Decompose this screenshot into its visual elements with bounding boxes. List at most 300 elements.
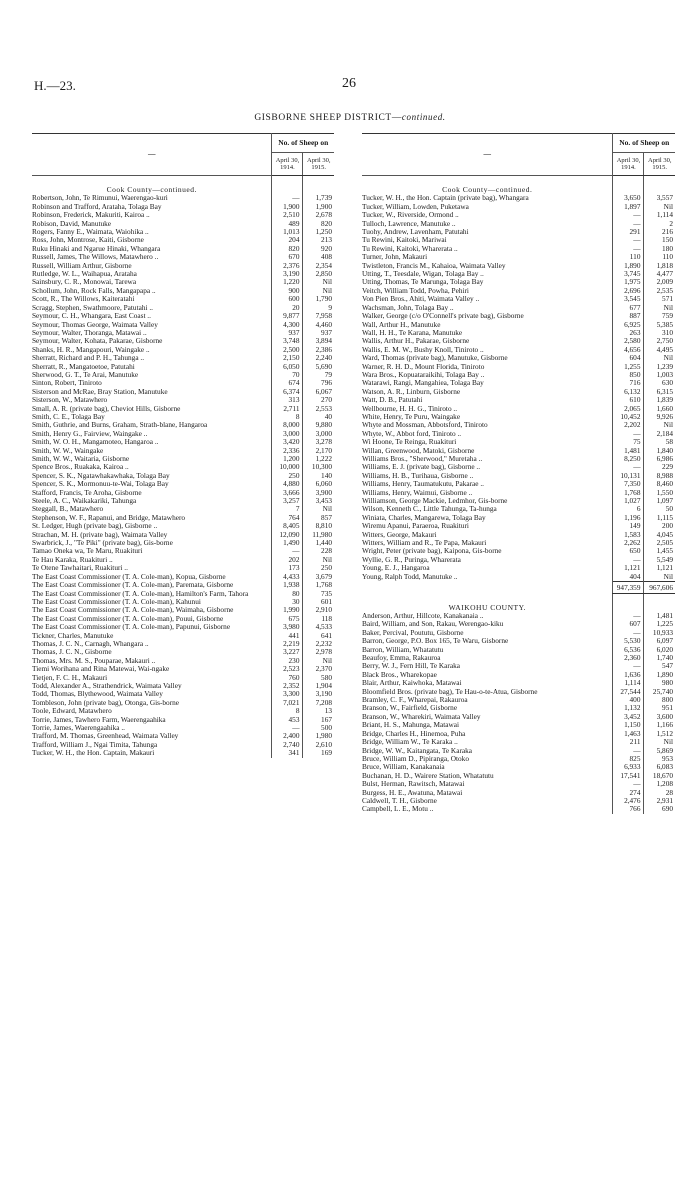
owner-name: Wilson, Kenneth C., Little Tahunga, Ta-hunga [362,504,497,514]
sheep-1914: 3,650 [613,194,644,202]
owner-name: Witters, William and R., Te Papa, Makauri [362,538,487,548]
sheep-1914: 2,510 [272,211,303,219]
owner-name: Torrie, James, Tawhero Farm, Waerengaahika [32,714,166,724]
sheep-1915: 408 [303,253,334,261]
sheep-1914: 3,745 [613,270,644,278]
sheep-1915: 11,980 [303,531,334,539]
sheep-1915: 800 [644,696,675,704]
sheep-1914: 7,350 [613,480,644,488]
sheep-1915: 8,810 [303,522,334,530]
right-table-body [362,176,675,814]
sheep-1915: Nil [644,573,675,582]
sheep-1914: 3,420 [272,438,303,446]
sheep-1915: 1,003 [644,371,675,379]
owner-name: Watt, D. B., Patutahi [362,395,423,405]
owner-name: Tucker, W. H., the Hon. Captain, Makauri [32,748,155,758]
sheep-1914: 1,900 [272,203,303,211]
sheep-1915: 601 [303,598,334,606]
sheep-1914: — [613,236,644,244]
sheep-1915: 79 [303,371,334,379]
sheep-1914: 400 [613,696,644,704]
sheep-1914: — [613,662,644,670]
owner-name: Barron, William, Whatatutu [362,644,444,654]
sheep-1915: Nil [303,657,334,665]
sheep-1914: 2,400 [272,732,303,740]
table-row [362,573,675,582]
sheep-1914: 1,220 [272,278,303,286]
owner-name: Tucker, W. H., the Hon. Captain (private bag), Whangara [362,193,529,203]
sheep-1914: 1,150 [613,721,644,729]
owner-name: Whyte, W., Abbot ford, Tiniroto .. [362,428,462,438]
sheep-1914: 677 [613,304,644,312]
sheep-1915: 1,250 [303,228,334,236]
owner-name: Wara Bros., Kopuataraikihi, Tolaga Bay .. [362,369,485,379]
sheep-1914: 760 [272,674,303,682]
sheep-1914: 4,880 [272,480,303,488]
owner-name: Smith, C. E., Tolaga Bay [32,411,105,421]
left-column [32,133,334,758]
sheep-1915: Nil [644,203,675,211]
sheep-1915: 250 [303,564,334,572]
sheep-1915: 2,610 [303,741,334,749]
sheep-1914: 610 [613,396,644,404]
sheep-1914: 6,536 [613,646,644,654]
sheep-1915: 7,958 [303,312,334,320]
sheep-1914: — [613,245,644,253]
sheep-1914: 7 [272,505,303,513]
sheep-1914: 607 [613,620,644,628]
sheep-1914: 850 [613,371,644,379]
sheep-1914: 30 [272,598,303,606]
sheep-1915: 735 [303,590,334,598]
county-heading: Cook County—continued. [442,185,533,194]
sheep-1914: 3,545 [613,295,644,303]
owner-name: Swarbrick, J., "Te Piki" (private bag), Gis-borne [32,538,173,548]
county-total-row [362,582,675,594]
sheep-1915: 1,768 [303,581,334,589]
owner-name: Williams, H. B., Turihaua, Gisborne .. [362,470,474,480]
owner-name: Utting, Thomas, Te Marunga, Tolaga Bay [362,277,484,287]
sheep-1914: 2,202 [613,421,644,429]
sheep-1915: 3,900 [303,489,334,497]
sheep-1914: 10,131 [613,472,644,480]
owner-name: Bridge, W. W., Kaitangata, Te Karaka [362,745,472,755]
sheep-1914: 211 [613,738,644,746]
sheep-1915: 857 [303,514,334,522]
sheep-1914: 441 [272,632,303,640]
sheep-1915: 4,460 [303,321,334,329]
sheep-1915: 6,067 [303,388,334,396]
owner-name: Wright, Peter (private bag), Kaipona, Gis-borne [362,546,502,556]
sheep-1914: 291 [613,228,644,236]
owner-name: Smith, W. O. H., Mangamoteo, Hangaroa .. [32,437,159,447]
sheep-1915: 228 [303,547,334,555]
owner-name: Te Hau Karaka, Ruakituri .. [32,554,113,564]
owner-name: Buchanan, H. D., Wairere Station, Whatatutu [362,770,494,780]
sheep-1915: 2,750 [644,337,675,345]
sheep-1915: 1,222 [303,455,334,463]
sheep-1915: 1,840 [644,447,675,455]
owner-name: Bruce, William D., Pipiranga, Otoko [362,753,469,763]
sheep-1915: 8,460 [644,480,675,488]
sheep-1915: 1,839 [644,396,675,404]
sheep-1915: 50 [644,505,675,513]
sheep-1915: 2,370 [303,665,334,673]
owner-name: Ross, John, Montrose, Kaiti, Gisborne [32,235,144,245]
sheep-1915: 28 [644,789,675,797]
sheep-1915: 2,553 [303,405,334,413]
owner-name: Whyte and Mossman, Abbotsford, Tiniroto [362,420,488,430]
sheep-1915: 690 [644,805,675,813]
owner-name: The East Coast Commissioner (T. A. Cole-man), Pouui, Gisborne [32,613,224,623]
sheep-1914: 937 [272,329,303,337]
owner-name: Todd, Thomas, Blythewood, Waimata Valley [32,689,163,699]
sheep-1915: 229 [644,463,675,471]
sheep-1914: 1,897 [613,203,644,211]
sheep-1914: 4,433 [272,573,303,581]
sheep-1915: 2,170 [303,447,334,455]
owner-name: Young, Ralph Todd, Manutuke .. [362,572,458,582]
owner-name: Robertson, John, Te Rimunui, Waerengao-kuri [32,193,168,203]
sheep-1914: 2,476 [613,797,644,805]
sheep-1914: 764 [272,514,303,522]
sheep-1914: — [272,547,303,555]
sheep-1915: 5,549 [644,556,675,564]
owner-name: Branson, W., Fairfield, Gisborne [362,703,458,713]
sheep-1914: 2,360 [613,654,644,662]
sheep-1915: 6,060 [303,480,334,488]
sheep-1915: 2,850 [303,270,334,278]
col-1914-header: April 30, 1914. [272,153,303,176]
owner-name: Bramley, C. F., Wharepai, Rakauroa [362,695,468,705]
owner-name: Stafford, Francis, Te Aroha, Gisborne [32,487,142,497]
sheep-1914: 2,500 [272,346,303,354]
owner-name: Bloomfield Bros. (private bag), Te Hau-o-te-Atua, Gisborne [362,686,538,696]
sheep-1914: 263 [613,329,644,337]
owner-name: Shanks, H. R., Mangapouri, Waingake .. [32,344,150,354]
owner-name: Rutledge, W. L., Waihapua, Arataha [32,269,137,279]
title-continued: continued. [401,112,446,122]
sheep-count-header: No. of Sheep on [613,134,675,153]
owner-name: Caldwell, T. H., Gisborne [362,795,437,805]
sheep-1915: 13 [303,707,334,715]
owner-name: The East Coast Commissioner (T. A. Cole-man), Kopua, Gisborne [32,571,226,581]
sheep-1915: Nil [303,505,334,513]
owner-name: Winiata, Charles, Mangarewa, Tolaga Bay [362,512,486,522]
owner-name: The East Coast Commissioner (T. A. Cole-man), Papunui, Gisborne [32,622,231,632]
sheep-1914: 1,990 [272,606,303,614]
sheep-1914: 1,768 [613,489,644,497]
owner-name: Briant, H. S., Mahunga, Matawai [362,720,460,730]
sheep-1915: Nil [303,287,334,295]
sheep-1914: 604 [613,354,644,362]
sheep-1914: 3,666 [272,489,303,497]
left-table-body [32,176,334,758]
sheep-1914: 2,065 [613,405,644,413]
sheep-1914: 1,890 [613,262,644,270]
sheep-1914: 1,636 [613,671,644,679]
owner-name: Witters, George, Makauri [362,529,437,539]
sheep-1915: 2,184 [644,430,675,438]
sheep-1914: 4,300 [272,321,303,329]
sheep-1915: Nil [644,738,675,746]
total-1914: 947,359 [613,582,644,594]
owner-name: White, Henry, Te Puru, Waingake [362,411,461,421]
owner-name: Blair, Arthur, Kaiwhoka, Matawai [362,678,462,688]
county-heading-row [362,594,675,612]
sheep-1914: 670 [272,253,303,261]
sheep-1915: 18,670 [644,772,675,780]
owner-name: Scragg, Stephen, Swathmoore, Patutahi .. [32,302,153,312]
owner-name: The East Coast Commissioner (T. A. Cole-man), Paremata, Gisborne [32,580,234,590]
sheep-1915: 40 [303,413,334,421]
sheep-1914: 2,696 [613,287,644,295]
owner-name: Tuohy, Andrew, Lavenham, Patutahi [362,227,469,237]
owner-name: Te Otene Tawhaitari, Ruakituri .. [32,563,128,573]
sheep-1915: 9,880 [303,421,334,429]
owner-name: Tombleson, John (private bag), Otonga, Gis-borne [32,697,180,707]
owner-name: Schollum, John, Rock Falls, Mangapapa .. [32,285,156,295]
owner-name: Von Pien Bros., Ahiti, Waimata Valley .. [362,294,480,304]
sheep-1914: 1,463 [613,730,644,738]
owner-name: Veitch, William Todd, Powha, Pehiri [362,285,469,295]
sheep-1915: 3,894 [303,337,334,345]
sheep-1914: 1,027 [613,497,644,505]
owner-name: Steggall, B., Matawhero [32,504,104,514]
owner-name: Smith, W. W., Waitaria, Gisborne [32,454,130,463]
owner-name: Spence Bros., Ruakaka, Kairoa .. [32,462,129,472]
owner-name: Bulst, Herman, Rawitsch, Matawai [362,779,465,789]
owner-name: Spencer, S. K., Ngatawhakawhaka, Tolaga Bay [32,470,170,480]
sheep-1914: — [613,220,644,228]
sheep-1915: Nil [303,556,334,564]
sheep-1915: 150 [644,236,675,244]
sheep-1914: — [613,747,644,755]
sheep-1914: 674 [272,379,303,387]
owner-name: Baker, Percival, Poututu, Gisborne [362,627,464,637]
name-column-header: — [362,134,613,176]
owner-name: Thomas, J. C. N., Gisborne [32,647,112,657]
col-1915-header: April 30, 1915. [303,153,334,176]
sheep-1915: 9 [303,304,334,312]
sheep-1914: 766 [613,805,644,813]
sheep-1915: 1,980 [303,732,334,740]
sheep-1914: 2,711 [272,405,303,413]
sheep-1915: 5,385 [644,321,675,329]
owner-name: The East Coast Commissioner (T. A. Cole-man), Waimaha, Gisborne [32,605,234,615]
sheep-1915: 980 [644,679,675,687]
owner-name: Berry, W. J., Fern Hill, Te Karaka [362,661,460,671]
sheep-1915: Nil [644,304,675,312]
sheep-1914: 202 [272,556,303,564]
sheep-1915: 110 [644,253,675,261]
sheep-1915: Nil [644,421,675,429]
sheep-1915: 2,354 [303,262,334,270]
total-label [362,582,613,594]
sheep-1915: 1,208 [644,780,675,788]
sheep-1914: 1,481 [613,447,644,455]
sheep-1914: 1,975 [613,278,644,286]
sheep-1915: 1,660 [644,405,675,413]
sheep-1915: 1,790 [303,295,334,303]
owner-name: Sisterson, W., Matawhero [32,395,108,405]
sheep-1914: — [272,724,303,732]
sheep-1915: 1,512 [644,730,675,738]
sheep-1915: 6,315 [644,388,675,396]
sheep-1914: — [613,556,644,564]
sheep-1914: 1,114 [613,679,644,687]
sheep-1914: 1,132 [613,704,644,712]
owner-name: Steele, A. C., Waikakariki, Tahunga [32,496,137,506]
owner-name: Seymour, C. H., Whangara, East Coast .. [32,311,151,321]
sheep-1914: 27,544 [613,688,644,696]
sheep-1915: 937 [303,329,334,337]
owner-name: Smith, Guthrie, and Burns, Graham, Strath-blane, Hangaroa [32,420,208,430]
sheep-1914: 2,740 [272,741,303,749]
sheep-1914: 650 [613,547,644,555]
right-column [362,133,675,814]
sheep-1914: 8,000 [272,421,303,429]
sheep-1914: 12,090 [272,531,303,539]
sheep-1914: 3,227 [272,648,303,656]
owner-name: Tulloch, Lawrence, Manutuke .. [362,218,456,228]
owner-name: Williams, E. J. (private bag), Gisborne .. [362,462,481,472]
owner-name: Willan, Greenwood, Matoki, Gisborne [362,445,475,455]
sheep-1915: 951 [644,704,675,712]
owner-name: Wiremu Apanui, Paraeroa, Ruakituri [362,521,469,531]
sheep-1915: 4,533 [303,623,334,631]
owner-name: Anderson, Arthur, Hillcote, Kanakanaia .. [362,611,484,620]
owner-name: Branson, W., Wharekiri, Waimata Valley [362,711,481,721]
sheep-1915: 4,477 [644,270,675,278]
sheep-1914: — [613,629,644,637]
sheep-1915: 216 [644,228,675,236]
owner-name: Walker, George (c/o O'Connell's private bag), Gisborne [362,311,524,321]
sheep-1914: 900 [272,287,303,295]
sheep-1915: 140 [303,472,334,480]
sheep-1915: 630 [644,379,675,387]
sheep-1915: 920 [303,245,334,253]
owner-name: Tietjen, F. C. H., Makauri [32,672,108,682]
sheep-1915: 213 [303,236,334,244]
owner-name: Williamson, George Mackie, Ledmhor, Gis-borne [362,496,508,506]
sheep-1914: 20 [272,304,303,312]
owner-name: Scott, R., The Willows, Kaiteratahi [32,294,135,304]
sheep-1915: 2,678 [303,211,334,219]
sheep-1915: 1,121 [644,564,675,572]
name-column-header: — [32,134,272,176]
owner-name: Smith, Henry G., Fairview, Waingake .. [32,428,148,438]
sheep-1915: 9,926 [644,413,675,421]
sheep-1914: 489 [272,220,303,228]
owner-name: Bruce, William, Kanakanaia [362,762,445,772]
sheep-1915: 1,550 [644,489,675,497]
sheep-1915: 953 [644,755,675,763]
sheep-1915: 3,679 [303,573,334,581]
sheep-1914: 5,530 [613,637,644,645]
owner-name: Thomas, Mrs. M. S., Pouparae, Makauri .. [32,655,156,665]
owner-name: Robison, David, Manutuke [32,218,112,228]
right-sheep-table [362,133,675,814]
sheep-1915: Nil [303,278,334,286]
owner-name: Rogers, Fanny E., Waimata, Waiohika .. [32,227,149,237]
owner-name: Baird, William, and Son, Rakau, Werengao-kiku [362,619,504,629]
sheep-1915: 200 [644,522,675,530]
left-sheep-table [32,133,334,758]
sheep-1914: 1,121 [613,564,644,572]
owner-name: Tiemi Worihana and Rina Matewai, Wai-ngake [32,664,170,674]
total-1915: 967,606 [644,582,675,594]
title-main: GISBORNE SHEEP DISTRICT— [254,113,402,123]
sheep-1914: 3,000 [272,430,303,438]
sheep-1914: 17,541 [613,772,644,780]
owner-name: Watson, A. R., Linburn, Gisborne [362,386,461,396]
sheep-1915: 1,739 [303,194,334,202]
owner-name: Wall, H. H., Te Karana, Manutuke [362,327,463,337]
sheep-1914: — [613,612,644,620]
sheep-1915: 3,557 [644,194,675,202]
sheep-1914: 6,933 [613,763,644,771]
sheep-1915: 58 [644,438,675,446]
sheep-1915: 5,869 [644,747,675,755]
page-title [0,112,700,123]
owner-name: Black Bros., Wharekopae [362,669,437,679]
sheep-1915: 2,009 [644,278,675,286]
sheep-1914: 149 [613,522,644,530]
sheep-1915: 310 [644,329,675,337]
sheep-1914: 3,257 [272,497,303,505]
owner-name: Tu Rewini, Kaitoki, Wharerata .. [362,243,458,253]
owner-name: Beaufoy, Emma, Rakauroa [362,653,441,663]
owner-name: Seymour, Walter, Kohata, Pakarae, Gisborne [32,336,163,346]
sheep-1915: 1,115 [644,514,675,522]
sheep-1914: 230 [272,657,303,665]
sheep-1915: 3,000 [303,430,334,438]
sheep-1915: 1,114 [644,211,675,219]
owner-name: Wallis, E. M. W., Bushy Knoll, Tiniroto .. [362,344,484,354]
owner-name: Sherratt, Richard and P. H., Tahunga .. [32,353,145,363]
owner-name: Tucker, W., Riverside, Ormond .. [362,210,459,220]
sheep-1914: 2,262 [613,539,644,547]
sheep-1915: 1,166 [644,721,675,729]
col-1915-header: April 30, 1915. [644,153,675,176]
owner-name: Warner, R. H. D., Mount Florida, Tiniroto [362,361,485,371]
sheep-1914: 887 [613,312,644,320]
sheep-1915: 1,740 [644,654,675,662]
sheep-1914: 6,050 [272,363,303,371]
owner-name: Russell, William Arthur, Gisborne [32,260,132,270]
owner-name: Burgess, H. E., Awatuna, Matawai [362,787,463,797]
sheep-1915: 2,240 [303,354,334,362]
sheep-1914: 70 [272,371,303,379]
sheep-1915: 3,190 [303,690,334,698]
sheep-1914: 2,336 [272,447,303,455]
sheep-1915: 3,600 [644,713,675,721]
sheep-1914: 6,374 [272,388,303,396]
owner-name: Turner, John, Makauri [362,252,428,262]
sheep-count-header: No. of Sheep on [272,134,334,153]
sheep-1914: 1,938 [272,581,303,589]
sheep-1915: 4,045 [644,531,675,539]
sheep-1915: 180 [644,245,675,253]
sheep-1914: 274 [613,789,644,797]
county-heading: Cook County—continued. [106,185,197,194]
owner-name: Seymour, Thomas George, Waimata Valley [32,319,158,329]
sheep-1914: 1,255 [613,363,644,371]
owner-name: Small, A. R. (private bag), Cheviot Hills, Gisborne [32,403,181,413]
sheep-1914: 675 [272,615,303,623]
sheep-1914: 8,250 [613,455,644,463]
